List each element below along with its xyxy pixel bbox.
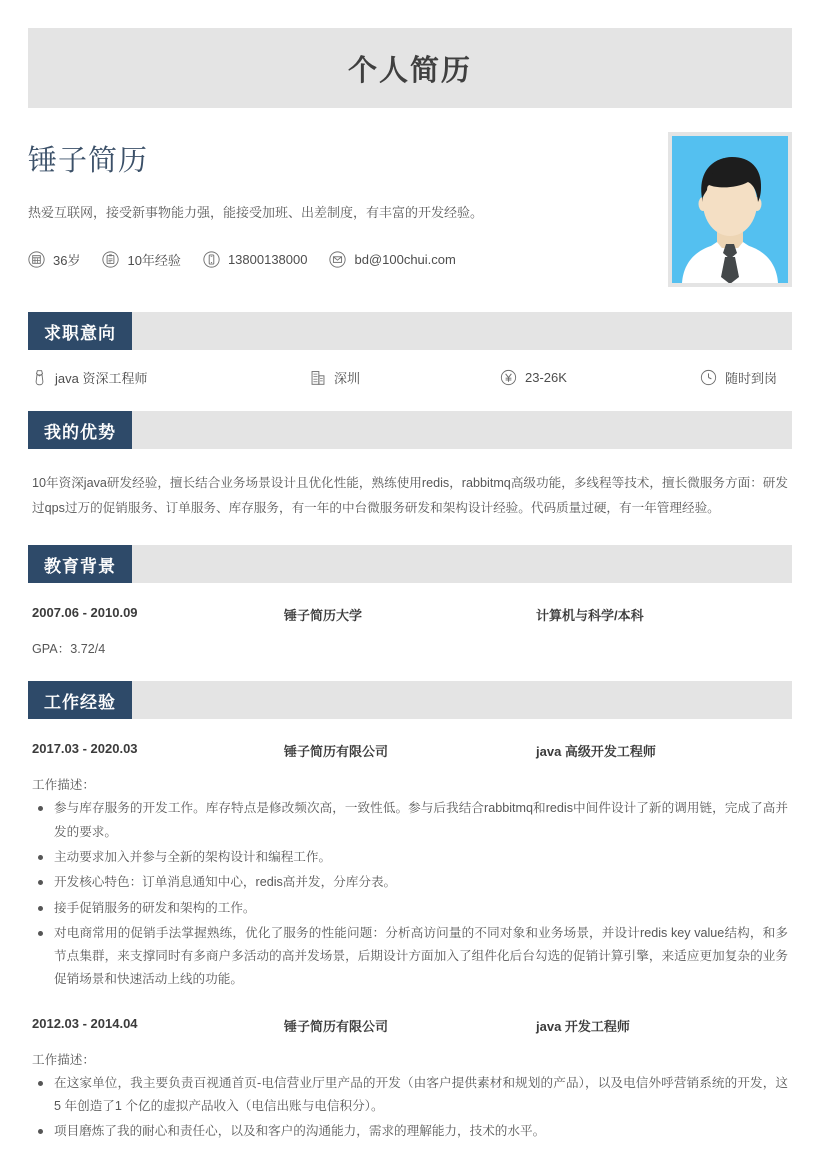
- phone-icon: [203, 251, 220, 268]
- work-bullet-list: [28, 1072, 792, 1144]
- contact-value-age: 36岁: [53, 252, 81, 268]
- contact-item-phone: [203, 251, 308, 268]
- list-item: 项目磨炼了我的耐心和责任心，以及和客户的沟通能力，需求的理解能力，技术的水平。: [32, 1120, 788, 1143]
- work-entry: [28, 994, 792, 1144]
- work-entry-header: [28, 719, 792, 760]
- intention-item-availability: [700, 368, 788, 387]
- education-gpa: GPA：3.72/4: [32, 642, 106, 657]
- page-title: 个人简历: [347, 54, 472, 87]
- identity-details: [28, 132, 668, 288]
- intention-value-position: java 资深工程师: [55, 371, 148, 386]
- list-item: 参与库存服务的开发工作。库存特点是修改频次高，一致性低。参与后我结合rabbitmq和redis中间件设计了新的调用链，完成了高并发的要求。: [32, 797, 788, 844]
- person-intro: 热爱互联网，接受新事物能力强，能接受加班、出差制度，有丰富的开发经验。: [28, 205, 484, 220]
- contact-item-email: [329, 251, 455, 268]
- list-item: 在这家单位，我主要负责百视通首页-电信营业厅里产品的开发（由客户提供素材和规划的产品），以及电信外呼营销系统的开发，这5 年创造了1 个亿的虚拟产品收入（电信出账与电信积分）。: [32, 1072, 788, 1119]
- education-entry-header: [28, 583, 792, 624]
- list-item: 开发核心特色：订单消息通知中心，redis高并发，分库分表。: [32, 871, 788, 894]
- contact-value-email: bd@100chui.com: [354, 251, 456, 267]
- work-date: 2017.03 - 2020.03: [32, 741, 138, 757]
- section-header-advantage: [28, 411, 792, 449]
- contact-value-phone: 13800138000: [227, 251, 308, 267]
- person-name: 锤子简历: [28, 145, 149, 177]
- contact-row: [28, 250, 668, 269]
- section-title-advantage: 我的优势: [28, 411, 132, 449]
- section-title-education: 教育背景: [28, 545, 132, 583]
- list-item: 对电商常用的促销手法掌握熟练，优化了服务的性能问题：分析高访问量的不同对象和业务场景，并设计redis key value结构，和多节点集群，来支撑同时有多商户多活动的高并发场景，后期设计方面加入了组件化后台勾选的促销计算引擎，来适应更加复杂的业务促销场景和快速活动上线的功能。: [32, 922, 788, 992]
- building-icon: [310, 369, 326, 386]
- education-entry: [28, 583, 792, 657]
- work-bullet-list: [28, 797, 792, 991]
- work-company: 锤子简历有限公司: [284, 744, 389, 760]
- contact-item-experience: [102, 250, 180, 269]
- work-company: 锤子简历有限公司: [284, 1018, 389, 1034]
- work-role: java 开发工程师: [536, 1018, 630, 1034]
- intention-value-salary: 23-26K: [525, 370, 567, 385]
- section-title-work: 工作经验: [28, 681, 132, 719]
- avatar: [668, 132, 792, 287]
- work-description-label: 工作描述：: [32, 778, 95, 793]
- work-role: java 高级开发工程师: [536, 744, 656, 760]
- list-item: 接手促销服务的研发和架构的工作。: [32, 897, 788, 920]
- yen-icon: [500, 369, 517, 386]
- advantage-body: 10年资深java研发经验，擅长结合业务场景设计且优化性能，熟练使用redis，rabbitmq高级功能，多线程等技术，擅长微服务方面：研发过qps过万的促销服务、订单服务、库存服务，有一年的中台微服务研发和架构设计经验。代码质量过硬，有一年管理经验。: [32, 476, 788, 516]
- work-date: 2012.03 - 2014.04: [32, 1015, 138, 1031]
- section-title-intention: 求职意向: [28, 312, 132, 350]
- identity-block: [28, 108, 792, 288]
- document-title-banner: [28, 28, 792, 108]
- tie-icon: [32, 369, 47, 386]
- work-entry: [28, 719, 792, 991]
- calendar-icon: [28, 251, 45, 268]
- work-entry-header: [28, 994, 792, 1035]
- envelope-icon: [329, 251, 346, 268]
- intention-value-availability: 随时到岗: [725, 371, 778, 386]
- clock-icon: [700, 369, 717, 386]
- education-date: 2007.06 - 2010.09: [32, 605, 138, 621]
- section-header-education: [28, 545, 792, 583]
- section-header-work: [28, 681, 792, 719]
- list-item: 主动要求加入并参与全新的架构设计和编程工作。: [32, 846, 788, 869]
- intention-item-salary: [500, 369, 700, 386]
- education-major: 计算机与科学/本科: [536, 608, 644, 624]
- intention-item-city: [310, 368, 500, 387]
- intention-row: [28, 350, 792, 387]
- clipboard-icon: [102, 251, 119, 268]
- education-school: 锤子简历大学: [284, 608, 363, 624]
- contact-value-experience: 10年经验: [127, 252, 181, 268]
- section-header-intention: [28, 312, 792, 350]
- intention-value-city: 深圳: [334, 371, 361, 386]
- intention-item-position: [32, 368, 310, 387]
- work-description-label: 工作描述：: [32, 1052, 95, 1067]
- contact-item-age: [28, 250, 80, 269]
